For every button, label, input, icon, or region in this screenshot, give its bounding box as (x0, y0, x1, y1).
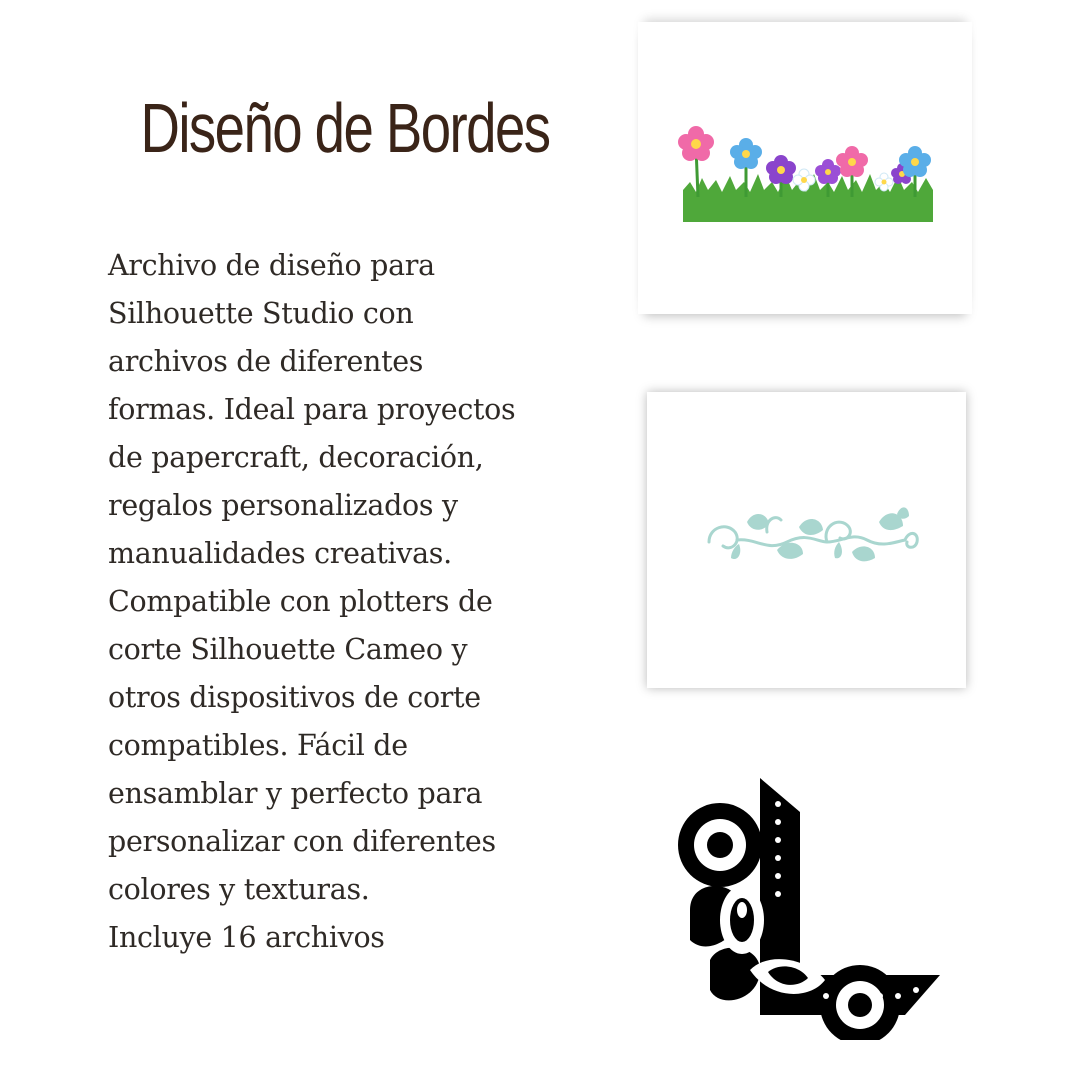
description-line: de papercraft, decoración, (108, 441, 484, 474)
description-line: otros dispositivos de corte (108, 681, 481, 714)
description-line: personalizar con diferentes (108, 825, 496, 858)
description-line: Incluye 16 archivos (108, 921, 385, 954)
description-line: colores y texturas. (108, 873, 370, 906)
vine-border-image (647, 392, 966, 688)
lace-corner-image (650, 760, 960, 1040)
lace-corner-icon (650, 760, 960, 1040)
description-line: compatibles. Fácil de (108, 729, 408, 762)
vine-border-icon (647, 392, 966, 688)
description-line: manualidades creativas. (108, 537, 452, 570)
product-description (108, 242, 588, 962)
flower-border-icon (638, 22, 972, 314)
description-line: Silhouette Studio con (108, 297, 414, 330)
flower-border-image (638, 22, 972, 314)
page-title: Diseño de Bordes (140, 89, 550, 167)
description-line: corte Silhouette Cameo y (108, 633, 468, 666)
description-line: Compatible con plotters de (108, 585, 493, 618)
description-line: regalos personalizados y (108, 489, 458, 522)
description-line: archivos de diferentes (108, 345, 424, 378)
description-line: Archivo de diseño para (108, 249, 435, 282)
description-line: ensamblar y perfecto para (108, 777, 483, 810)
description-line: formas. Ideal para proyectos (108, 393, 516, 426)
